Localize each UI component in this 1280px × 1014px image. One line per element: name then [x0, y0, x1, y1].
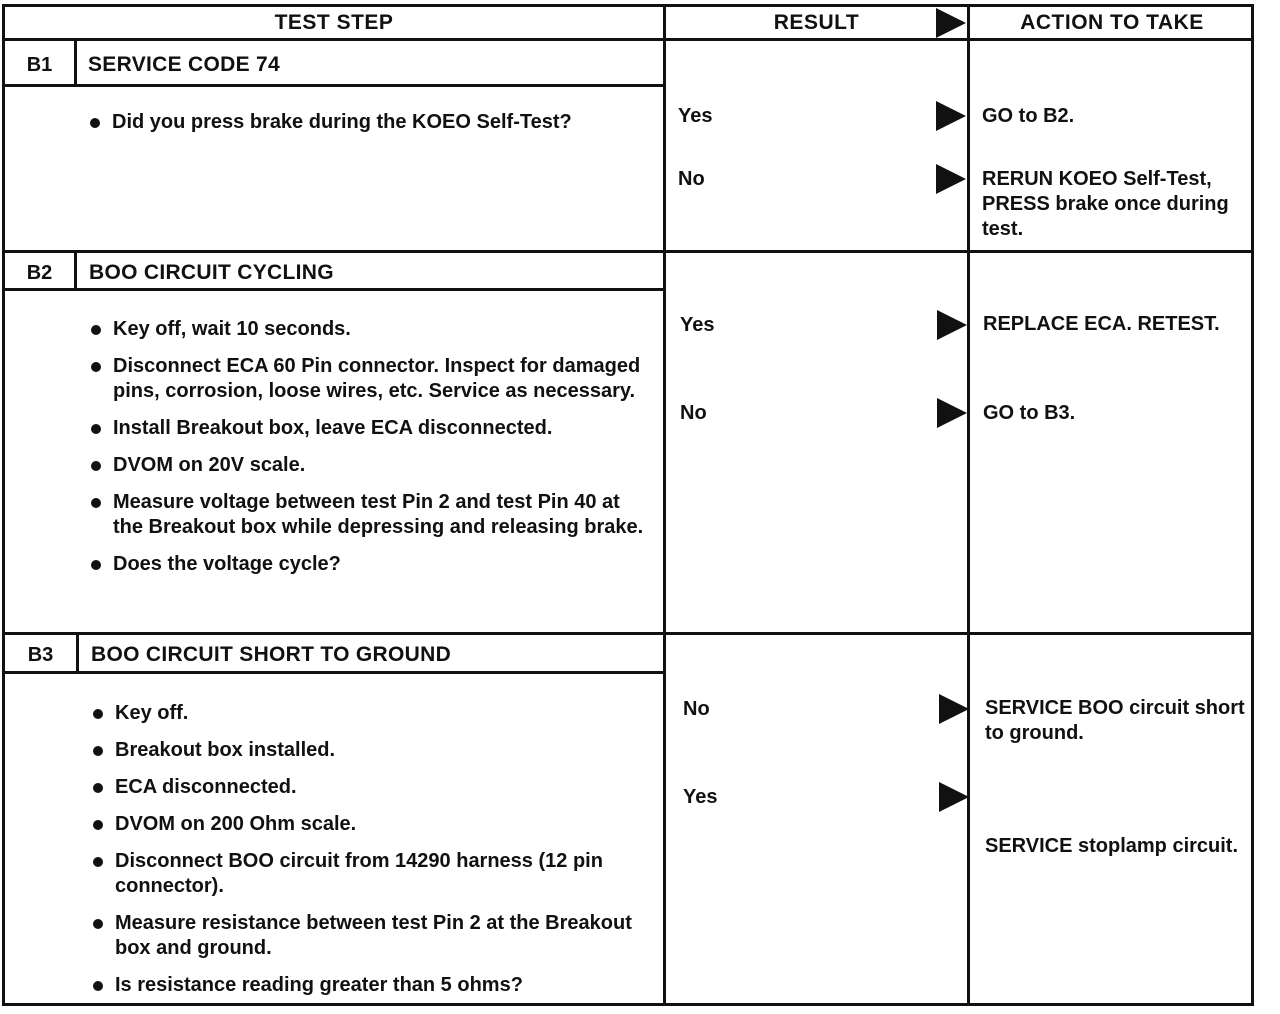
arrow-icon	[936, 101, 966, 131]
list-item: DVOM on 200 Ohm scale.	[89, 812, 649, 837]
step-bullets-b2	[87, 317, 647, 589]
step-title-b1: SERVICE CODE 74	[88, 53, 281, 76]
step-bullets-b1	[86, 110, 646, 147]
arrow-icon	[936, 164, 966, 194]
b2-code-divider	[74, 250, 77, 291]
step-code-b1: B1	[26, 54, 53, 76]
header-arrow-icon	[936, 8, 966, 38]
b3-code-divider	[76, 632, 79, 674]
list-item: Breakout box installed.	[89, 738, 649, 763]
action-b1-no: RERUN KOEO Self-Test, PRESS brake once during test.	[982, 168, 1229, 240]
result-b3-yes: Yes	[683, 786, 718, 808]
action-b3-no: SERVICE BOO circuit short to ground.	[985, 697, 1245, 744]
action-b3-yes: SERVICE stoplamp circuit.	[985, 835, 1239, 857]
result-b1-no: No	[678, 168, 705, 190]
arrow-icon	[939, 694, 969, 724]
list-item: ECA disconnected.	[89, 775, 649, 800]
header-rule	[2, 38, 1254, 41]
action-b2-no: GO to B3.	[983, 402, 1076, 424]
list-item: DVOM on 20V scale.	[87, 453, 647, 478]
result-b2-no: No	[680, 402, 707, 424]
divider-test-result	[663, 4, 666, 1006]
b1-title-rule	[2, 84, 666, 87]
result-b2-yes: Yes	[680, 314, 715, 336]
list-item: Key off, wait 10 seconds.	[87, 317, 647, 342]
list-item: Measure resistance between test Pin 2 at the Breakout box and ground.	[89, 911, 649, 961]
list-item: Measure voltage between test Pin 2 and test Pin 40 at the Breakout box while depressing and releasing brake.	[87, 490, 647, 540]
b2-bottom-rule	[2, 632, 1254, 635]
step-code-b3: B3	[27, 644, 54, 666]
list-item: Does the voltage cycle?	[87, 552, 647, 577]
list-item: Disconnect BOO circuit from 14290 harness (12 pin connector).	[89, 849, 649, 899]
step-code-b2: B2	[26, 262, 53, 284]
list-item: Is resistance reading greater than 5 ohms?	[89, 973, 649, 998]
header-action: ACTION TO TAKE	[1020, 11, 1204, 34]
header-test-step: TEST STEP	[274, 11, 394, 34]
b2-title-rule	[2, 288, 666, 291]
action-b1-yes: GO to B2.	[982, 105, 1075, 127]
arrow-icon	[939, 782, 969, 812]
result-b1-yes: Yes	[678, 105, 713, 127]
b1-code-divider	[74, 38, 77, 87]
header-result: RESULT	[773, 11, 860, 34]
list-item: Install Breakout box, leave ECA disconnected.	[87, 416, 647, 441]
step-title-b2: BOO CIRCUIT CYCLING	[89, 261, 334, 284]
result-b3-no: No	[683, 698, 710, 720]
step-title-b3: BOO CIRCUIT SHORT TO GROUND	[91, 643, 452, 666]
list-item: Key off.	[89, 701, 649, 726]
divider-result-action	[967, 4, 970, 1006]
b1-bottom-rule	[2, 250, 1254, 253]
list-item: Did you press brake during the KOEO Self-Test?	[86, 110, 646, 135]
arrow-icon	[937, 398, 967, 428]
action-b2-yes: REPLACE ECA. RETEST.	[983, 313, 1220, 335]
list-item: Disconnect ECA 60 Pin connector. Inspect for damaged pins, corrosion, loose wires, etc. Service as necessary.	[87, 354, 647, 404]
arrow-icon	[937, 310, 967, 340]
b3-title-rule	[2, 671, 666, 674]
step-bullets-b3	[89, 701, 649, 1010]
